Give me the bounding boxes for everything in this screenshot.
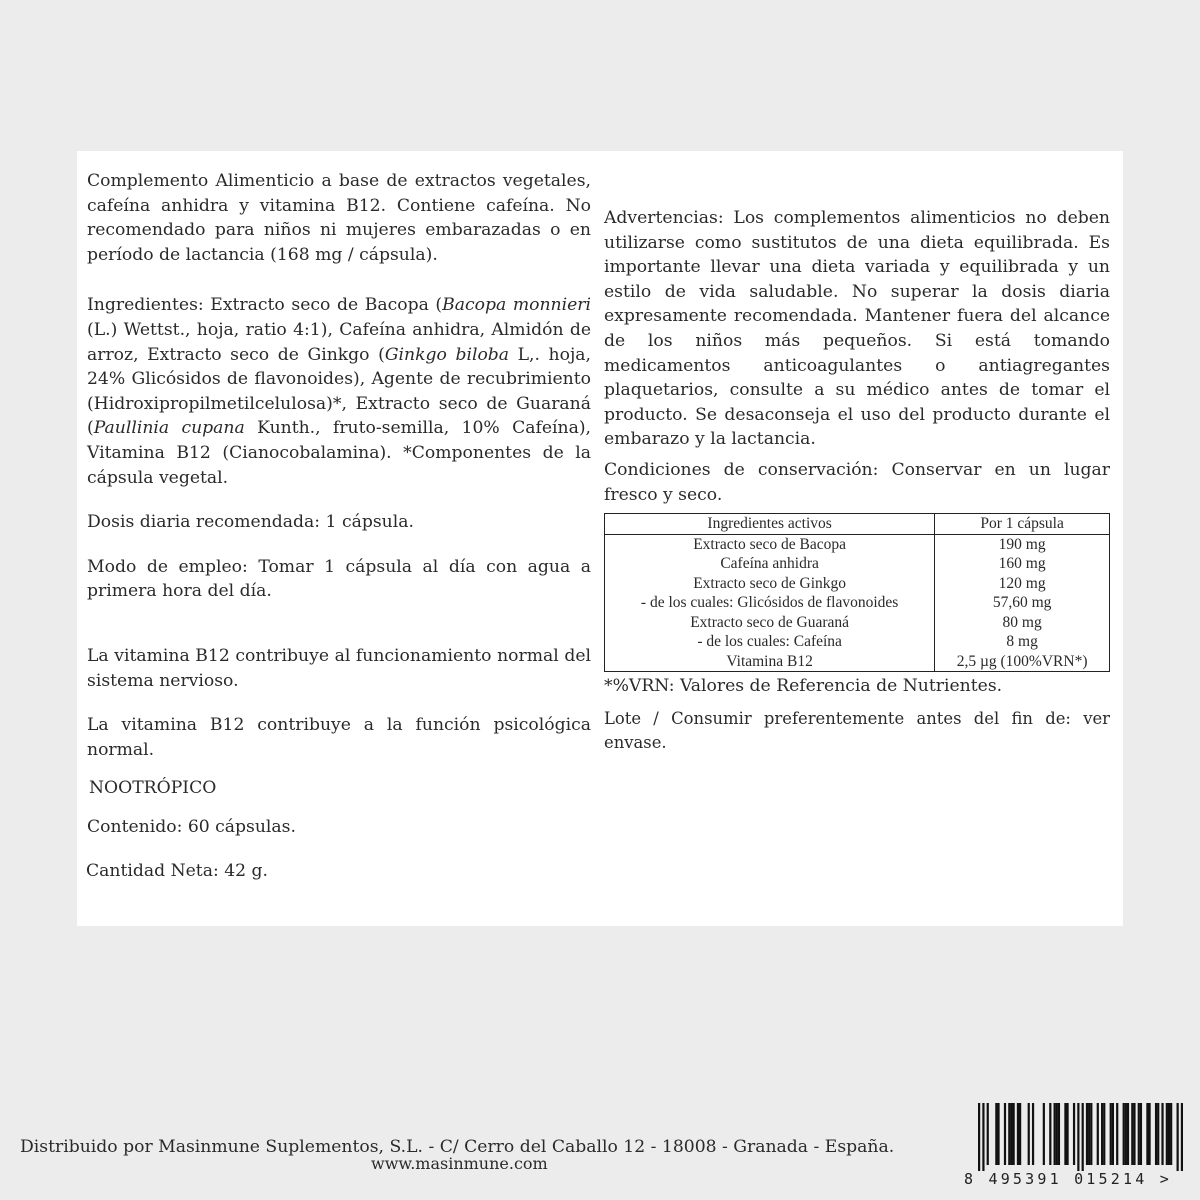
- barcode-bar: [1056, 1103, 1058, 1165]
- barcode-bar: [1019, 1103, 1021, 1165]
- barcode-bar: [982, 1103, 984, 1171]
- barcode-bar: [1013, 1103, 1015, 1165]
- barcode-bar: [1090, 1103, 1092, 1165]
- table-header-row: [605, 514, 1110, 535]
- website-link[interactable]: www.masinmune.com: [371, 1154, 548, 1173]
- table-row: [605, 593, 1110, 613]
- barcode-bar: [1010, 1103, 1012, 1165]
- cell-amount: 80 mg: [935, 613, 1110, 633]
- right-column: [604, 206, 1110, 756]
- barcode-bar: [1131, 1103, 1133, 1165]
- barcode-bar: [1004, 1103, 1006, 1165]
- modo-empleo-text: Modo de empleo: Tomar 1 cápsula al día con agua a primera hora del día.: [87, 556, 591, 602]
- barcode-bar: [1043, 1103, 1045, 1165]
- header-ingredientes: Ingredientes activos: [605, 514, 935, 535]
- distributor-text: Distribuido por Masinmune Suplementos, S.L. - C/ Cerro del Caballo 12 - 18008 - Granada - España.: [20, 1137, 895, 1157]
- cell-ingredient: Cafeína anhidra: [605, 554, 935, 574]
- contenido-text: Contenido: 60 cápsulas.: [87, 816, 296, 837]
- barcode-bar: [1123, 1103, 1125, 1165]
- barcode-bar: [987, 1103, 989, 1165]
- barcode-bar: [1103, 1103, 1105, 1165]
- cell-amount: 120 mg: [935, 574, 1110, 594]
- barcode-bar: [1097, 1103, 1099, 1165]
- claim-b12-nervioso: La vitamina B12 contribuye al funcionamiento normal del sistema nervioso.: [87, 645, 591, 691]
- intro-text: Complemento Alimenticio a base de extractos vegetales, cafeína anhidra y vitamina B12. Contiene cafeína. No recomendado para niños ni mujeres embarazadas o en período de lactancia (168 mg / cápsula).: [87, 171, 591, 265]
- barcode-bar: [1140, 1103, 1142, 1165]
- header-por-capsula: Por 1 cápsula: [935, 514, 1110, 535]
- barcode-bar: [1170, 1103, 1172, 1165]
- left-column: [87, 169, 591, 884]
- barcode-bar: [1168, 1103, 1170, 1165]
- barcode-bar: [1008, 1103, 1010, 1165]
- barcode-bar: [1032, 1103, 1034, 1165]
- lote-text: Lote / Consumir preferentemente antes del fin de: ver envase.: [604, 708, 1110, 753]
- barcode-bar: [1082, 1103, 1084, 1171]
- barcode-bar: [1088, 1103, 1090, 1165]
- table-row: [605, 534, 1110, 554]
- barcode: [958, 1100, 1190, 1192]
- table-row: [605, 652, 1110, 672]
- barcode-bar: [1138, 1103, 1140, 1165]
- barcode-bar: [1049, 1103, 1051, 1165]
- barcode-bars-icon: [978, 1103, 1183, 1171]
- barcode-bar: [1064, 1103, 1066, 1165]
- ingredients-text: Ingredientes: Extracto seco de Bacopa (Bacopa monnieri (L.) Wettst., hoja, ratio 4:1), Cafeína anhidra, Almidón de arroz, Extracto seco de Ginkgo (Ginkgo biloba L,. hoja, 24% Glicósidos de flavonoides), Agente de recubrimiento (Hidroxipropilmetilcelulosa)*, Extracto seco de Guaraná (Paullinia cupana Kunth., fruto-semilla, 10% Cafeína), Vitamina B12 (Cianocobalamina). *Componentes de la cápsula vegetal.: [87, 295, 591, 488]
- cell-amount: 190 mg: [935, 534, 1110, 554]
- vrn-note: *%VRN: Valores de Referencia de Nutrientes.: [604, 676, 1003, 697]
- advertencias-text: Advertencias: Los complementos alimenticios no deben utilizarse como sustitutos de una dieta equilibrada. Es importante llevar una dieta variada y equilibrada y un estilo de vida saludable. No superar la dosis diaria expresamente recomendada. Mantener fuera del alcance de los niños más pequeños. Si está tomando medicamentos anticoagulantes o antiagregantes plaquetarios, consulte a su médico antes de tomar el producto. Se desaconseja el uso del producto durante el embarazo y la lactancia.: [604, 208, 1110, 450]
- cell-ingredient: Extracto seco de Guaraná: [605, 613, 935, 633]
- barcode-bar: [1058, 1103, 1060, 1165]
- cell-ingredient: Extracto seco de Bacopa: [605, 534, 935, 554]
- category-label: NOOTRÓPICO: [89, 778, 217, 799]
- barcode-bar: [1086, 1103, 1088, 1165]
- cell-ingredient: - de los cuales: Glicósidos de flavonoides: [605, 593, 935, 613]
- barcode-bar: [1148, 1103, 1150, 1165]
- conservacion-text: Condiciones de conservación: Conservar en un lugar fresco y seco.: [604, 459, 1110, 505]
- nutrition-table-wrap: [604, 513, 1110, 672]
- barcode-bar: [1110, 1103, 1112, 1165]
- barcode-bar: [1133, 1103, 1135, 1165]
- cell-ingredient: Extracto seco de Ginkgo: [605, 574, 935, 594]
- barcode-bar: [1155, 1103, 1157, 1165]
- table-row: [605, 574, 1110, 594]
- cell-amount: 2,5 µg (100%VRN*): [935, 652, 1110, 672]
- barcode-bar: [1066, 1103, 1068, 1165]
- nutrition-table: [604, 513, 1110, 672]
- barcode-bar: [1028, 1103, 1030, 1165]
- barcode-digits: 8 495391 015214 >: [964, 1170, 1172, 1188]
- barcode-bar: [1077, 1103, 1079, 1171]
- table-row: [605, 632, 1110, 652]
- barcode-bar: [1181, 1103, 1183, 1171]
- barcode-bar: [1112, 1103, 1114, 1165]
- table-row: [605, 613, 1110, 633]
- barcode-bar: [995, 1103, 997, 1165]
- cell-amount: 8 mg: [935, 632, 1110, 652]
- barcode-bar: [1125, 1103, 1127, 1165]
- barcode-bar: [1073, 1103, 1075, 1165]
- barcode-bar: [1166, 1103, 1168, 1165]
- cell-ingredient: Vitamina B12: [605, 652, 935, 672]
- barcode-bar: [1054, 1103, 1056, 1165]
- barcode-bar: [997, 1103, 999, 1165]
- label-panel: [77, 151, 1123, 926]
- cantidad-neta-text: Cantidad Neta: 42 g.: [86, 861, 269, 882]
- cell-amount: 57,60 mg: [935, 593, 1110, 613]
- table-row: [605, 554, 1110, 574]
- barcode-bar: [978, 1103, 980, 1171]
- barcode-bar: [1161, 1103, 1163, 1165]
- dosis-text: Dosis diaria recomendada: 1 cápsula.: [87, 512, 414, 533]
- barcode-bar: [1157, 1103, 1159, 1165]
- barcode-bar: [1177, 1103, 1179, 1171]
- barcode-bar: [1017, 1103, 1019, 1165]
- barcode-bar: [1146, 1103, 1148, 1165]
- barcode-bar: [1116, 1103, 1118, 1165]
- cell-amount: 160 mg: [935, 554, 1110, 574]
- barcode-bar: [1101, 1103, 1103, 1165]
- cell-ingredient: - de los cuales: Cafeína: [605, 632, 935, 652]
- claim-b12-psicologica: La vitamina B12 contribuye a la función psicológica normal.: [87, 715, 591, 760]
- barcode-bar: [1127, 1103, 1129, 1165]
